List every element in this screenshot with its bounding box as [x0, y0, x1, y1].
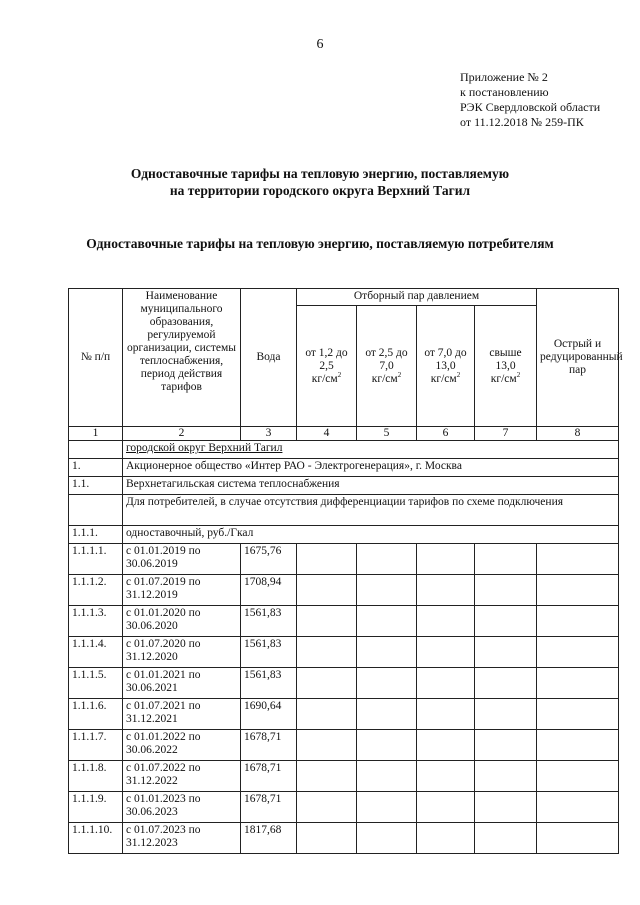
steam-1-cell [297, 761, 357, 792]
steam-3-cell [417, 606, 475, 637]
district-row [69, 441, 619, 459]
document-title [0, 165, 640, 199]
tariff-type-name: одноставочный, руб./Гкал [123, 526, 619, 544]
header-number: № п/п [69, 289, 123, 427]
steam-1-cell [297, 792, 357, 823]
page-number: 6 [316, 37, 324, 52]
header-steam-group: Отборный пар давлением [297, 289, 537, 306]
row-number: 1.1.1. [69, 526, 123, 544]
tariff-type-row [69, 526, 619, 544]
period-cell: с 01.01.2023 по 30.06.2023 [123, 792, 241, 823]
row-number: 1.1. [69, 477, 123, 495]
row-number: 1.1.1.7. [69, 730, 123, 761]
table-row [69, 792, 619, 823]
period-cell: с 01.07.2020 по 31.12.2020 [123, 637, 241, 668]
period-cell: с 01.07.2021 по 31.12.2021 [123, 699, 241, 730]
row-number: 1.1.1.2. [69, 575, 123, 606]
period-cell: с 01.01.2022 по 30.06.2022 [123, 730, 241, 761]
row-number: 1.1.1.8. [69, 761, 123, 792]
system-row [69, 477, 619, 495]
header-organization: Наименование муниципального образования, регулируемой организации, системы теплоснабжения, период действия тарифов [123, 289, 241, 427]
steam-1-cell [297, 823, 357, 854]
sharp-steam-cell [537, 544, 619, 575]
table-row [69, 606, 619, 637]
steam-3-cell [417, 575, 475, 606]
pressure-unit: кг/см [311, 372, 338, 385]
column-number: 2 [123, 427, 241, 441]
table-row [69, 637, 619, 668]
table-row [69, 544, 619, 575]
table-row [69, 575, 619, 606]
column-number: 1 [69, 427, 123, 441]
water-value-cell: 1561,83 [241, 668, 297, 699]
table-header [69, 289, 623, 441]
pressure-unit: кг/см [371, 372, 398, 385]
water-value-cell: 1708,94 [241, 575, 297, 606]
water-value-cell: 1817,68 [241, 823, 297, 854]
water-value-cell: 1561,83 [241, 606, 297, 637]
water-value-cell: 1561,83 [241, 637, 297, 668]
pressure-range: от 1,2 до 2,5 [305, 346, 348, 372]
steam-2-cell [357, 730, 417, 761]
organization-name: Акционерное общество «Интер РАО - Электрогенерация», г. Москва [123, 459, 619, 477]
steam-4-cell [475, 699, 537, 730]
sharp-steam-cell [537, 761, 619, 792]
header-pressure-2 [357, 306, 417, 427]
water-value-cell: 1678,71 [241, 792, 297, 823]
steam-4-cell [475, 575, 537, 606]
pressure-unit-sup: 2 [397, 370, 402, 379]
steam-4-cell [475, 761, 537, 792]
column-number: 6 [417, 427, 475, 441]
table-row [69, 761, 619, 792]
water-value-cell: 1678,71 [241, 730, 297, 761]
row-number: 1.1.1.5. [69, 668, 123, 699]
steam-1-cell [297, 637, 357, 668]
pressure-unit-sup: 2 [337, 370, 342, 379]
steam-1-cell [297, 544, 357, 575]
steam-2-cell [357, 761, 417, 792]
district-name: городской округ Верхний Тагил [123, 441, 619, 459]
water-value-cell: 1675,76 [241, 544, 297, 575]
steam-3-cell [417, 823, 475, 854]
table-cell [69, 495, 123, 526]
steam-1-cell [297, 575, 357, 606]
steam-3-cell [417, 730, 475, 761]
column-number: 7 [475, 427, 537, 441]
steam-4-cell [475, 823, 537, 854]
steam-4-cell [475, 637, 537, 668]
appendix-line: от 11.12.2018 № 259-ПК [460, 115, 584, 129]
steam-3-cell [417, 544, 475, 575]
steam-4-cell [475, 606, 537, 637]
table-row [69, 668, 619, 699]
table-title: Одноставочные тарифы на тепловую энергию, поставляемую потребителям [86, 236, 554, 251]
consumers-row [69, 495, 619, 526]
consumers-note: Для потребителей, в случае отсутствия дифференциации тарифов по схеме подключения [123, 495, 619, 526]
organization-row [69, 459, 619, 477]
steam-3-cell [417, 761, 475, 792]
table-row [69, 823, 619, 854]
appendix-line: Приложение № 2 [460, 70, 548, 84]
column-number: 4 [297, 427, 357, 441]
steam-2-cell [357, 668, 417, 699]
row-number: 1. [69, 459, 123, 477]
appendix-line: к постановлению [460, 85, 549, 99]
row-number: 1.1.1.9. [69, 792, 123, 823]
steam-2-cell [357, 575, 417, 606]
steam-3-cell [417, 699, 475, 730]
period-cell: с 01.01.2019 по 30.06.2019 [123, 544, 241, 575]
sharp-steam-cell [537, 637, 619, 668]
steam-4-cell [475, 730, 537, 761]
pressure-unit-sup: 2 [516, 370, 521, 379]
row-number: 1.1.1.10. [69, 823, 123, 854]
pressure-range: от 2,5 до 7,0 [365, 346, 408, 372]
period-cell: с 01.07.2023 по 31.12.2023 [123, 823, 241, 854]
table-row [69, 730, 619, 761]
sharp-steam-cell [537, 823, 619, 854]
row-number: 1.1.1.3. [69, 606, 123, 637]
sharp-steam-cell [537, 606, 619, 637]
pressure-range: свыше 13,0 [489, 346, 522, 372]
period-cell: с 01.01.2021 по 30.06.2021 [123, 668, 241, 699]
header-sharp-steam: Острый и редуцированный пар [537, 289, 619, 427]
steam-2-cell [357, 637, 417, 668]
column-number: 8 [537, 427, 619, 441]
sharp-steam-cell [537, 792, 619, 823]
header-pressure-1 [297, 306, 357, 427]
period-cell: с 01.07.2022 по 31.12.2022 [123, 761, 241, 792]
header-water: Вода [241, 289, 297, 427]
water-value-cell: 1690,64 [241, 699, 297, 730]
pressure-unit: кг/см [430, 372, 457, 385]
steam-1-cell [297, 730, 357, 761]
steam-3-cell [417, 637, 475, 668]
table-row [69, 699, 619, 730]
row-number: 1.1.1.4. [69, 637, 123, 668]
sharp-steam-cell [537, 699, 619, 730]
period-cell: с 01.07.2019 по 31.12.2019 [123, 575, 241, 606]
sharp-steam-cell [537, 730, 619, 761]
tariff-table [68, 288, 623, 854]
header-pressure-4 [475, 306, 537, 427]
pressure-unit: кг/см [490, 372, 517, 385]
appendix-line: РЭК Свердловской области [460, 100, 601, 114]
document-title-line: на территории городского округа Верхний Тагил [169, 183, 471, 198]
steam-2-cell [357, 699, 417, 730]
system-name: Верхнетагильская система теплоснабжения [123, 477, 619, 495]
steam-1-cell [297, 668, 357, 699]
appendix-note [460, 70, 600, 130]
pressure-unit-sup: 2 [456, 370, 461, 379]
steam-2-cell [357, 544, 417, 575]
row-number: 1.1.1.6. [69, 699, 123, 730]
steam-2-cell [357, 606, 417, 637]
column-number: 5 [357, 427, 417, 441]
pressure-range: от 7,0 до 13,0 [424, 346, 467, 372]
column-number: 3 [241, 427, 297, 441]
steam-1-cell [297, 699, 357, 730]
header-pressure-3 [417, 306, 475, 427]
steam-1-cell [297, 606, 357, 637]
steam-4-cell [475, 668, 537, 699]
steam-3-cell [417, 668, 475, 699]
steam-4-cell [475, 544, 537, 575]
steam-2-cell [357, 792, 417, 823]
steam-4-cell [475, 792, 537, 823]
steam-2-cell [357, 823, 417, 854]
water-value-cell: 1678,71 [241, 761, 297, 792]
steam-3-cell [417, 792, 475, 823]
table-body [69, 441, 619, 854]
period-cell: с 01.01.2020 по 30.06.2020 [123, 606, 241, 637]
document-title-line: Одноставочные тарифы на тепловую энергию, поставляемую [130, 166, 510, 181]
sharp-steam-cell [537, 668, 619, 699]
table-cell [69, 441, 123, 459]
row-number: 1.1.1.1. [69, 544, 123, 575]
sharp-steam-cell [537, 575, 619, 606]
